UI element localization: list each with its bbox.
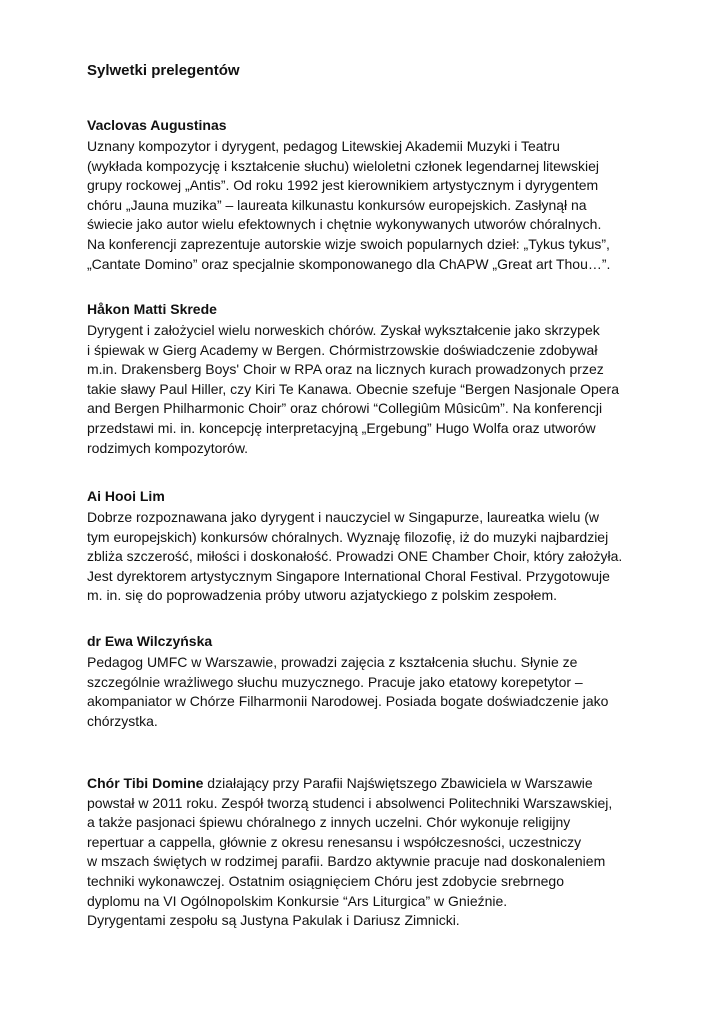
bio-name: dr Ewa Wilczyńska bbox=[87, 633, 213, 649]
choir-line: techniki wykonawczej. Ostatnim osiągnięciem Chóru jest zdobycie srebrnego bbox=[87, 872, 564, 889]
bio-line: m. in. się do poprowadzenia próby utworu azjatyckiego z polskim zespołem. bbox=[87, 587, 558, 604]
choir-line: powstał w 2011 roku. Zespół tworzą studenci i absolwenci Politechniki Warszawskiej, bbox=[87, 794, 613, 811]
bio-line: chóru „Jauna muzika” – laureata kilkunastu konkursów europejskich. Zasłynął na bbox=[87, 196, 587, 213]
bio-line: szczególnie wrażliwego słuchu muzycznego. Pracuje jako etatowy korepetytor – bbox=[87, 673, 583, 690]
bio-text bbox=[87, 653, 647, 731]
choir-name: Chór Tibi Domine bbox=[87, 775, 204, 791]
bio-name: Vaclovas Augustinas bbox=[87, 117, 227, 133]
bio-name: Håkon Matti Skrede bbox=[87, 301, 217, 317]
bio-line: i śpiewak w Gierg Academy w Bergen. Chórmistrzowskie doświadczenie zdobywał bbox=[87, 341, 598, 358]
bio-text bbox=[87, 321, 647, 458]
bio-line: and Bergen Philharmonic Choir” oraz chórowi “Collegiûm Mûsicûm”. Na konferencji bbox=[87, 400, 603, 417]
bio-name: Ai Hooi Lim bbox=[87, 488, 165, 504]
bio-line: Jest dyrektorem artystycznym Singapore International Choral Festival. Przygotowuje bbox=[87, 567, 610, 584]
bio-text bbox=[87, 137, 647, 274]
bio-section-augustinas bbox=[87, 115, 647, 274]
bio-line: takie sławy Paul Hiller, czy Kiri Te Kanawa. Obecnie szefuje “Bergen Nasjonale Opera bbox=[87, 380, 619, 397]
bio-line: Dyrygent i założyciel wielu norweskich chórów. Zyskał wykształcenie jako skrzypek bbox=[87, 322, 600, 338]
bio-section-lim bbox=[87, 486, 647, 606]
bio-line: akompaniator w Chórze Filharmonii Narodowej. Posiada bogate doświadczenie jako bbox=[87, 693, 609, 710]
bio-line: Uznany kompozytor i dyrygent, pedagog Litewskiej Akademii Muzyki i Teatru bbox=[87, 138, 560, 154]
choir-line: Dyrygentami zespołu są Justyna Pakulak i Dariusz Zimnicki. bbox=[87, 912, 460, 929]
bio-line: przedstawi mi. in. koncepcję interpretacyjną „Ergebung” Hugo Wolfa oraz utworów bbox=[87, 419, 596, 436]
bio-line: świecie jako autor wielu efektownych i chętnie wykonywanych utworów chóralnych. bbox=[87, 216, 602, 233]
bio-line: „Cantate Domino” oraz specjalnie skomponowanego dla ChAPW „Great art Thou…”. bbox=[87, 255, 611, 272]
choir-line: repertuar a cappella, głównie z okresu renesansu i współczesności, uczestniczy bbox=[87, 833, 582, 850]
page-title: Sylwetki prelegentów bbox=[87, 62, 240, 79]
bio-line: Na konferencji zaprezentuje autorskie wizje swoich popularnych dzieł: „Tykus tykus”, bbox=[87, 235, 610, 252]
bio-section-skrede bbox=[87, 299, 647, 458]
bio-text bbox=[87, 508, 647, 606]
bio-line: (wykłada kompozycję i kształcenie słuchu) wieloletni członek legendarnej litewskiej bbox=[87, 157, 600, 174]
choir-section bbox=[87, 774, 647, 931]
bio-line: rodzimych kompozytorów. bbox=[87, 439, 249, 456]
choir-first-line bbox=[87, 774, 647, 794]
bio-line: zbliża szczerość, miłości i doskonałość. Prowadzi ONE Chamber Choir, który założyła. bbox=[87, 548, 623, 565]
bio-section-wilczynska bbox=[87, 631, 647, 731]
bio-line: grupy rockowej „Antis”. Od roku 1992 jest kierownikiem artystycznym i dyrygentem bbox=[87, 177, 599, 194]
bio-line: Pedagog UMFC w Warszawie, prowadzi zajęcia z kształcenia słuchu. Słynie ze bbox=[87, 654, 578, 670]
bio-line: m.in. Drakensberg Boys' Choir w RPA oraz na licznych kurach prowadzonych przez bbox=[87, 361, 604, 378]
choir-line: a także pasjonaci śpiewu chóralnego z innych uczelni. Chór wykonuje religijny bbox=[87, 814, 571, 831]
bio-line: tym europejskich) konkursów chóralnych. Wyznaję filozofię, iż do muzyki najbardziej bbox=[87, 528, 609, 545]
choir-line: w mszach świętych w rodzimej parafii. Bardzo aktywnie pracuje nad doskonaleniem bbox=[87, 853, 606, 870]
bio-line: chórzystka. bbox=[87, 712, 158, 729]
bio-line: Dobrze rozpoznawana jako dyrygent i nauczyciel w Singapurze, laureatka wielu (w bbox=[87, 509, 600, 525]
choir-first-line-text: działający przy Parafii Najświętszego Zbawiciela w Warszawie bbox=[203, 775, 593, 791]
choir-line: dyplomu na VI Ogólnopolskim Konkursie “Ars Liturgica” w Gnieźnie. bbox=[87, 892, 508, 909]
